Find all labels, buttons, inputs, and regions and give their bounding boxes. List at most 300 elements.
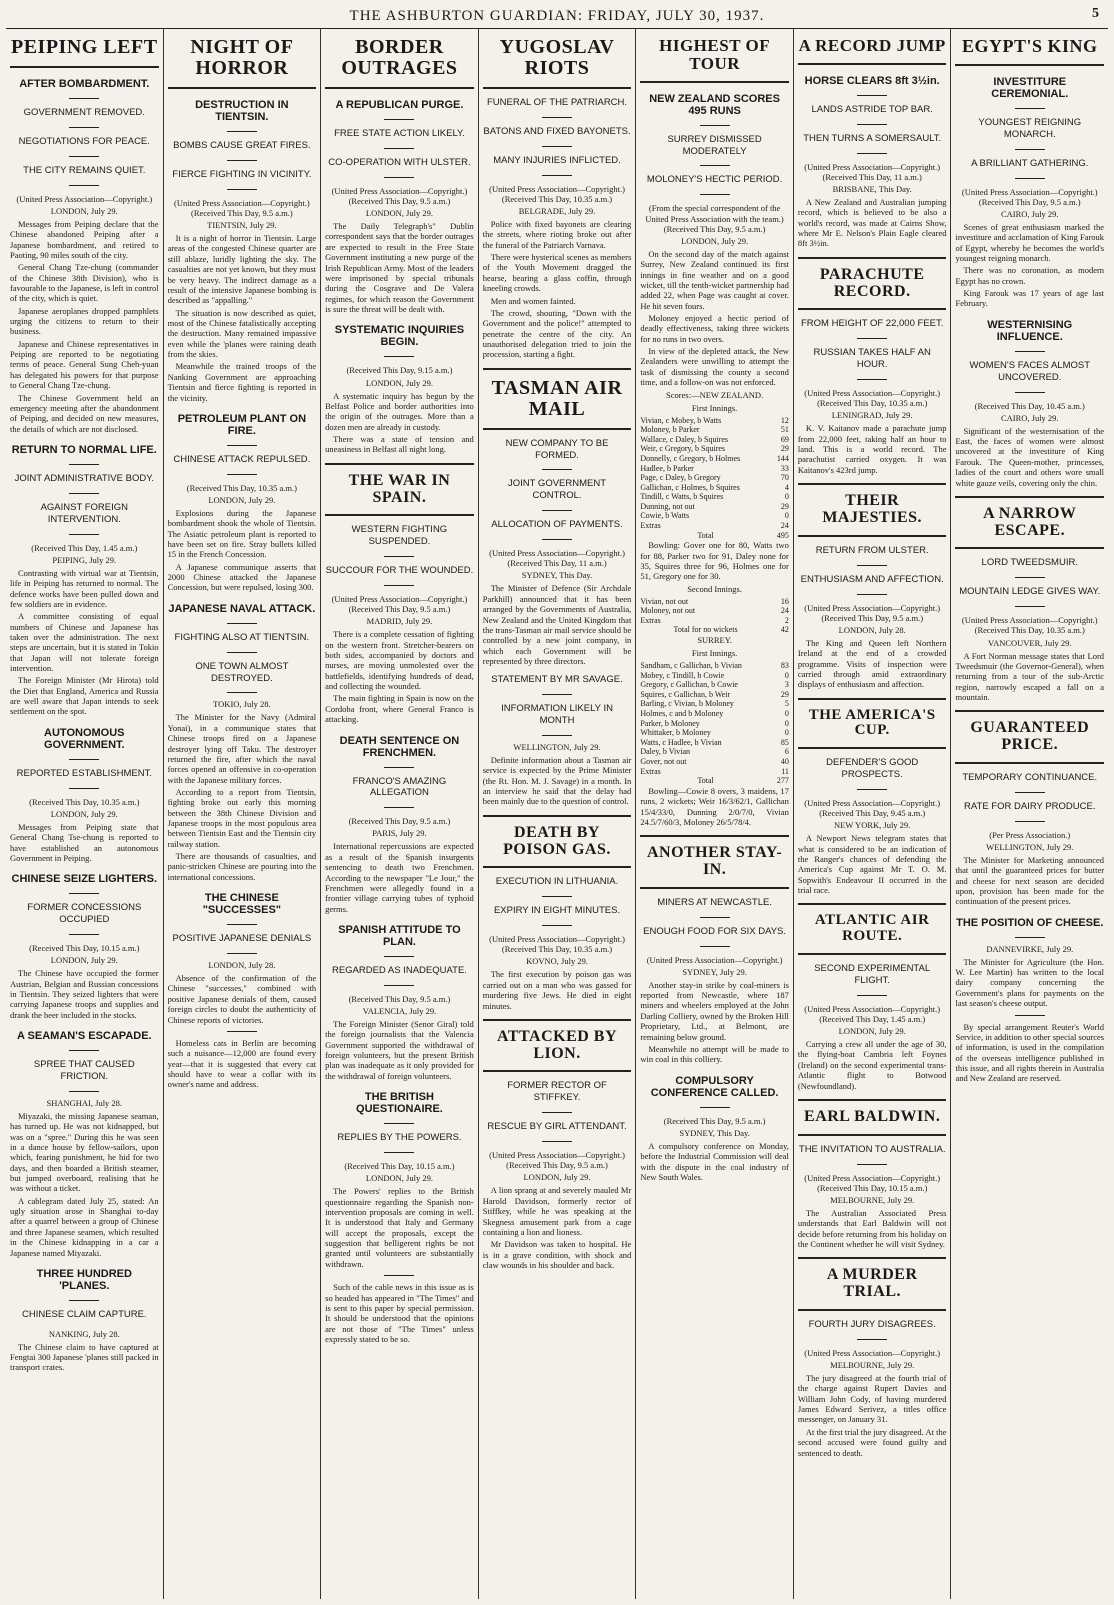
score-row xyxy=(640,738,789,748)
score-runs: 29 xyxy=(780,689,789,699)
subhead: FROM HEIGHT OF 22,000 FEET. xyxy=(801,318,944,330)
headline: EGYPT'S KING xyxy=(961,36,1098,56)
subhead: YOUNGEST REIGNING MONARCH. xyxy=(978,116,1082,140)
headline: ATLANTIC AIR ROUTE. xyxy=(814,912,930,945)
dateline: BRISBANE, This Day. xyxy=(832,183,912,194)
subhead: POSITIVE JAPANESE DENIALS xyxy=(172,933,312,945)
credit: (United Press Association—Copyright.) (Received This Day, 9.5 a.m.) xyxy=(804,602,941,623)
score-runs: 495 xyxy=(776,530,789,540)
score-batsman: Wallace, c Daley, b Squires xyxy=(640,434,729,444)
scorecard-nz-first xyxy=(640,416,789,541)
score-runs: 29 xyxy=(780,501,789,511)
column-6 xyxy=(794,29,952,1599)
paragraph: The Foreign Minister (Mr Hirota) told the Diet that England, America and Russia are well aware that Japan intends to seek settlement on the spot. xyxy=(10,675,159,717)
subhead: ALLOCATION OF PAYMENTS. xyxy=(491,519,623,531)
score-batsman: Sandham, c Gallichan, b Vivian xyxy=(640,661,742,671)
credit: (United Press Association—Copyright.) (Received This Day, 1.45 a.m.) xyxy=(804,1003,941,1024)
paragraph: The jury disagreed at the fourth trial of the charge against Rupert Davies and William John Cody, of having murdered James Edward Serivez, a titles office messenger, on January 31. xyxy=(797,1373,947,1425)
headline: ATTACKED BY LION. xyxy=(497,1027,618,1062)
paragraph: There was a state of tension and uneasiness in Belfast all night long. xyxy=(325,433,474,455)
score-batsman: Donnelly, c Gregory, b Holmes xyxy=(640,453,741,463)
paragraph: Men and women fainted. xyxy=(490,295,576,306)
bowling-summary: Bowling—Cowie 8 overs, 3 maidens, 17 runs, 2 wickets; Weir 16/3/62/1, Gallichan 15/4/33/0, Dunning 2/0/7/0, Vivian 24.5/7/60/3, Moloney 26/5/78/4. xyxy=(640,785,789,827)
score-row xyxy=(640,521,789,531)
headline: PEIPING LEFT xyxy=(11,36,158,58)
subhead: AUTONOMOUS GOVERNMENT. xyxy=(43,726,125,751)
score-batsman: Extras xyxy=(640,521,661,531)
headline: TASMAN AIR MAIL xyxy=(491,376,623,420)
subhead: MOUNTAIN LEDGE GIVES WAY. xyxy=(959,586,1101,598)
subhead: CO-OPERATION WITH ULSTER. xyxy=(328,156,471,168)
paragraph: The Minister of Defence (Sir Archdale Parkhill) announced that it has been arranged by the Governments of Australia, New Zealand and the United Kingdom that the trans-Tasman air mail service should be controlled by a new joint company, in which each Government will be represented by three directors. xyxy=(482,583,632,666)
subhead: INVESTITURE CEREMONIAL. xyxy=(991,75,1069,100)
score-runs: 277 xyxy=(776,776,789,786)
score-runs: 0 xyxy=(784,728,789,738)
subhead: REPLIES BY THE POWERS. xyxy=(337,1132,462,1144)
credit: (Received This Day, 9.15 a.m.) xyxy=(346,365,453,376)
subhead: EXPIRY IN EIGHT MINUTES. xyxy=(493,905,621,917)
subhead: NEGOTIATIONS FOR PEACE. xyxy=(18,135,150,147)
paragraph: Miyazaki, the missing Japanese seaman, has turned up. He was not kidnapped, but was on a "spree." During this he was seen in a dance house by fellow-sailors, upon which, fearing punishment, he hid for two days, and then boarded a British steamer, but jumped overboard, realising that he was without a ticket. xyxy=(10,1110,159,1194)
paragraph: The Powers' replies to the British questionnaire regarding the Spanish non-intervention proposals are coming in well. It is understood that Italy and Germany will accept the proposals, except the suggestion that belligerent rights be not granted until volunteers are substantially withdrawn. xyxy=(325,1186,474,1269)
score-runs: 0 xyxy=(784,492,789,502)
paragraph: A Japanese communique asserts that 2000 Chinese attacked the Japanese Concession, but were repulsed, losing 300. xyxy=(167,561,317,593)
subhead: RESCUE BY GIRL ATTENDANT. xyxy=(487,1121,627,1133)
score-row xyxy=(640,671,789,681)
subhead: SPANISH ATTITUDE TO PLAN. xyxy=(338,923,461,948)
score-runs: 83 xyxy=(780,661,789,671)
paragraph: The Australian Associated Press understands that Earl Baldwin will not decide before returning from his holiday on the Continent whether he will visit Sydney. xyxy=(797,1207,947,1249)
score-runs: 24 xyxy=(780,521,789,531)
subhead: WESTERNISING INFLUENCE. xyxy=(987,318,1073,343)
dateline: NEW YORK, July 29. xyxy=(834,820,911,831)
score-runs: 4 xyxy=(784,482,789,492)
subhead: LORD TWEEDSMUIR. xyxy=(981,557,1078,569)
headline: YUGOSLAV RIOTS xyxy=(499,36,615,79)
score-row xyxy=(640,597,789,607)
dateline: LONDON, July 29. xyxy=(681,235,749,246)
subhead: AGAINST FOREIGN INTERVENTION. xyxy=(40,501,129,525)
page-number: 5 xyxy=(1092,6,1100,21)
paragraph: A New Zealand and Australian jumping record, which is believed to be also a world's record, was made at Cairns Show, where Mr E. Nelson's Plain Eagle cleared 8ft 3½in. xyxy=(797,196,947,249)
paragraph: The King and Queen left Northern Ireland at the end of a crowded programme. Visits of inspection were carried through amid extraordinary displays of enthusiasm and affection. xyxy=(797,637,947,690)
score-runs: 0 xyxy=(784,718,789,728)
paragraph: The Foreign Minister (Senor Giral) told the foreign journalists that the Valencia Government supported the withdrawal of foreign volunteers, but the present British plan was inadequate as it only provided for the withdrawal of foreign volunteers. xyxy=(325,1019,474,1081)
headline: ANOTHER STAY-IN. xyxy=(646,844,783,879)
credit: (United Press Association—Copyright.) (Received This Day, 9.5 a.m.) xyxy=(489,1150,625,1171)
paragraph: The Minister for Marketing announced that until the guaranteed prices for butter and cheese for next season are decided upon, provision has been made for the continuation of the present prices. xyxy=(955,854,1105,907)
bowling-summary: Bowling: Gover one for 80, Watts two for 88, Parker two for 91, Daley none for 35, Squires three for 96, Holmes one for 51, Gregory one for 30. xyxy=(640,540,789,582)
paragraph: By special arrangement Reuter's World Service, in addition to other special sources of information, is used in the compilation of the overseas intelligence published in this issue, and all rights therein in Australia and New Zealand are reserved. xyxy=(955,1021,1105,1084)
paragraph: There is a complete cessation of fighting on the western front. Stretcher-bearers on both sides, accompanied by doctors and nurses, are moving unmolested over the battlefields, identifying hundreds of dead, and collecting the wounded. xyxy=(325,629,474,692)
credit: (United Press Association—Copyright.) xyxy=(16,193,153,204)
score-runs: 42 xyxy=(780,625,789,635)
credit: (United Press Association—Copyright.) (Received This Day, 11 a.m.) xyxy=(489,548,625,569)
credit: (Received This Day, 10.35 a.m.) xyxy=(29,796,140,807)
subhead: ENTHUSIASM AND AFFECTION. xyxy=(800,573,944,585)
score-runs: 0 xyxy=(784,670,789,680)
subhead: FUNERAL OF THE PATRIARCH. xyxy=(486,97,628,108)
score-batsman: Gallichan, c Holmes, b Squires xyxy=(640,482,740,492)
headline: PARACHUTE RECORD. xyxy=(819,265,925,300)
subhead: JAPANESE NAVAL ATTACK. xyxy=(168,602,316,615)
credit: (United Press Association—Copyright.) (Received This Day, 9.5 a.m.) xyxy=(173,197,310,218)
subhead: JOINT GOVERNMENT CONTROL. xyxy=(508,478,607,502)
dateline: SHANGHAI, July 28. xyxy=(46,1097,123,1108)
subhead: DEATH SENTENCE ON FRENCHMEN. xyxy=(339,734,460,759)
subhead: SECOND EXPERIMENTAL FLIGHT. xyxy=(814,962,931,986)
paragraph: According to a report from Tientsin, fighting broke out early this morning between the 38th Chinese Division and Japanese troops in the most populous area between Tientsin East and the Tientsin city railway station. xyxy=(167,786,317,849)
credit: (United Press Association—Copyright.) xyxy=(646,954,783,965)
subhead: LANDS ASTRIDE TOP BAR. xyxy=(811,103,933,115)
score-row xyxy=(640,483,789,493)
dateline: SYDNEY, July 29. xyxy=(682,966,747,977)
paragraph: It is a night of horror in Tientsin. Large areas of the congested Chinese quarter are still ablaze, luridly lighting the sky. The casualties are not yet known, but they must be very heavy. The indirect damage as a result of the intensive Japanese bombing is described as "appalling." xyxy=(167,233,317,306)
score-total-row xyxy=(640,776,789,786)
score-runs: 5 xyxy=(784,699,789,709)
subhead: MANY INJURIES INFLICTED. xyxy=(493,154,621,166)
subhead: ENOUGH FOOD FOR SIX DAYS. xyxy=(643,925,787,937)
paragraph: King Farouk was 17 years of age last February. xyxy=(955,288,1105,309)
subhead: THE CITY REMAINS QUIET. xyxy=(23,164,146,176)
headline: A RECORD JUMP xyxy=(798,36,946,55)
subhead: CHINESE CLAIM CAPTURE. xyxy=(22,1308,147,1320)
paragraph: The crowd, shouting, "Down with the Government and the police!" attempted to penetrate the centre of the city. An unauthorised delegation tried to join the procession, starting a fight. xyxy=(482,307,632,360)
paragraph: Another stay-in strike by coal-miners is reported from Newcastle, where 187 miners and wheelers employed at the John Darling Colliery, owned by the Broken Hill Proprietary, Ltd., at Belmont, are remaining below ground. xyxy=(640,979,789,1042)
subhead: HORSE CLEARS 8ft 3½in. xyxy=(804,74,940,87)
score-row xyxy=(640,464,789,474)
subhead: FREE STATE ACTION LIKELY. xyxy=(334,128,465,139)
score-row xyxy=(640,492,789,502)
dateline: LONDON, July 29. xyxy=(365,377,433,388)
score-batsman: Moloney, b Parker xyxy=(640,425,700,435)
credit: (Received This Day, 1.45 a.m.) xyxy=(31,542,138,553)
headline: EARL BALDWIN. xyxy=(804,1107,941,1125)
score-batsman: Dunning, not out xyxy=(640,501,695,511)
subhead: AFTER BOMBARDMENT. xyxy=(19,78,150,90)
subhead: CHINESE SEIZE LIGHTERS. xyxy=(11,873,158,886)
paragraph: The main fighting in Spain is now on the Cordoba front, where General Franco is attacking. xyxy=(325,693,474,725)
dateline: WELLINGTON, July 29. xyxy=(986,841,1074,852)
paragraph: Scenes of great enthusiasm marked the investiture and acclamation of King Farouk of Egypt, whereby he becomes the world's youngest reigning monarch. xyxy=(955,221,1105,263)
subhead: PETROLEUM PLANT ON FIRE. xyxy=(177,412,307,437)
score-runs: 12 xyxy=(780,415,789,425)
score-runs: 33 xyxy=(780,463,789,473)
subhead: DESTRUCTION IN TIENTSIN. xyxy=(195,99,289,123)
score-row xyxy=(640,728,789,738)
score-row xyxy=(640,690,789,700)
subhead: THEN TURNS A SOMERSAULT. xyxy=(803,132,942,144)
credit: (Received This Day, 9.5 a.m.) xyxy=(348,816,451,827)
paragraph: Significant of the westernisation of the East, the faces of women were almost uncovered at the investiture of King Farouk. The Queen-mother, princesses, ladies of the court and others wore small white gauze veils, covering only the chin. xyxy=(955,425,1105,488)
score-batsman: Cowie, b Watts xyxy=(640,511,690,521)
score-batsman: Vivian, c Mobey, b Watts xyxy=(640,415,722,425)
score-runs: 85 xyxy=(780,737,789,747)
headline: BORDER OUTRAGES xyxy=(341,36,458,79)
credit: (United Press Association—Copyright.) xyxy=(804,1347,941,1358)
paragraph: Mr Davidson was taken to hospital. He is in a grave condition, with shock and claw wounds in his shoulder and back. xyxy=(482,1239,632,1270)
subhead: WOMEN'S FACES ALMOST UNCOVERED. xyxy=(969,359,1091,383)
subhead: REGARDED AS INADEQUATE. xyxy=(331,964,467,976)
score-runs: 51 xyxy=(780,425,789,435)
scorecard-nz-second xyxy=(640,597,789,635)
subhead: DEFENDER'S GOOD PROSPECTS. xyxy=(826,757,919,781)
team-heading: SURREY. xyxy=(697,635,732,646)
subhead: THE BRITISH QUESTIONAIRE. xyxy=(356,1091,443,1116)
subhead: RETURN TO NORMAL LIFE. xyxy=(11,444,157,456)
dateline: LONDON, July 29. xyxy=(365,208,433,219)
subhead: A REPUBLICAN PURGE. xyxy=(335,99,464,111)
score-batsman: Total xyxy=(697,776,714,786)
score-batsman: Moloney, not out xyxy=(640,606,696,616)
dateline: LONDON, July 29. xyxy=(50,955,118,966)
score-batsman: Gregory, c Gallichan, b Cowie xyxy=(640,680,738,690)
dateline: MELBOURNE, July 29. xyxy=(830,1194,915,1205)
score-batsman: Gover, not out xyxy=(640,757,687,767)
score-runs: 16 xyxy=(780,596,789,606)
headline: THE AMERICA'S CUP. xyxy=(808,706,936,739)
subhead: THE CHINESE "SUCCESSES" xyxy=(202,892,282,917)
credit: (Received This Day, 10.15 a.m.) xyxy=(344,1161,455,1172)
paragraph: Such of the cable news in this issue as is so headed has appeared in "The Times" and is sent to this paper by special permission. It should be understood that the opinions are not those of "The Times" unless expressly stated to be so. xyxy=(325,1282,474,1344)
innings-heading: First Innings. xyxy=(691,648,738,659)
score-row xyxy=(640,767,789,777)
headline: HIGHEST OF TOUR xyxy=(659,36,771,73)
subhead: A BRILLIANT GATHERING. xyxy=(971,157,1089,169)
score-runs: 40 xyxy=(780,757,789,767)
score-row xyxy=(640,616,789,626)
subhead: FIERCE FIGHTING IN VICINITY. xyxy=(172,168,312,180)
score-row xyxy=(640,606,789,616)
subhead: INFORMATION LIKELY IN MONTH xyxy=(501,703,613,727)
paragraph: In view of the depleted attack, the New Zealanders were unwilling to attempt the task of dismissing the county a second time, and a follow-on was not enforced. xyxy=(640,346,789,388)
score-batsman: Total xyxy=(697,530,714,540)
dateline: SYDNEY, This Day. xyxy=(521,570,593,581)
subhead: NEW COMPANY TO BE FORMED. xyxy=(505,437,609,461)
score-row xyxy=(640,435,789,445)
paragraph: There was no coronation, as modern Egypt has no crown. xyxy=(955,265,1105,286)
subhead: SUCCOUR FOR THE WOUNDED. xyxy=(325,565,474,577)
subhead: RUSSIAN TAKES HALF AN HOUR. xyxy=(813,347,931,371)
credit: (United Press Association—Copyright.) (Received This Day, 10.35 a.m.) xyxy=(961,615,1098,636)
column-2 xyxy=(164,29,322,1599)
score-batsman: Total for no wickets xyxy=(673,625,738,635)
score-runs: 24 xyxy=(780,606,789,616)
score-batsman: Vivian, not out xyxy=(640,596,689,606)
column-4 xyxy=(479,29,637,1599)
score-batsman: Mobey, c Tindill, b Cowie xyxy=(640,670,725,680)
paragraph: International repercussions are expected as a result of the Spanish insurgents sentencing to death two Frenchmen. According to the newspaper "Le Jour," the Frenchmen were allegedly found in a frontier village carrying tubes of typhoid germs. xyxy=(325,841,474,914)
credit: (Received This Day, 10.45 a.m.) xyxy=(974,400,1085,411)
dateline: TOKIO, July 28. xyxy=(213,699,271,710)
paragraph: A lion sprang at and severely mauled Mr Harold Davidson, formerly rector of Stiffkey, while he was speaking at the Skegness amusement park from a cage containing a lion and lioness. xyxy=(482,1185,632,1237)
score-row xyxy=(640,416,789,426)
credit: (Received This Day, 9.5 a.m.) xyxy=(663,1115,766,1126)
paragraph: Meanwhile no attempt will be made to win coal in this colliery. xyxy=(640,1043,789,1065)
credit: (United Press Association—Copyright.) (Received This Day, 9.5 a.m.) xyxy=(331,185,468,206)
dateline: DANNEVIRKE, July 29. xyxy=(986,943,1074,954)
paragraph: Homeless cats in Berlin are becoming such a nuisance—12,000 are found every year—that it is suggested that every cat should have to wear a collar with its owner's name and address. xyxy=(167,1037,317,1090)
paragraph: Japanese and Chinese representatives in Peiping are reported to be negotiating terms of peace. General Sung Cheh-yuan has delegated his powers for that purpose to General Chang Tze-chung. xyxy=(10,338,159,391)
paragraph: Contrasting with virtual war at Tientsin, life in Peiping has returned to normal. The defence works have been pulled down and few soldiers are in evidence. xyxy=(10,567,159,609)
dateline: SYDNEY, This Day. xyxy=(679,1127,750,1138)
paragraph: There were hysterical scenes as members of the Youth Movement dragged the hearse, bearing a glass coffin, through kneeling crowds. xyxy=(482,252,632,294)
score-row xyxy=(640,709,789,719)
subhead: THREE HUNDRED 'PLANES. xyxy=(36,1267,132,1292)
paragraph: A committee consisting of equal numbers of Chinese and Japanese has taken over the administration. The next steps are uncertain, but it is stated in Tokio that Japan will not tolerate foreign intervention. xyxy=(10,611,159,674)
column-5 xyxy=(636,29,794,1599)
dateline: LENINGRAD, July 29. xyxy=(831,410,913,421)
headline: THE WAR IN SPAIN. xyxy=(348,471,451,506)
paragraph: Absence of the confirmation of the Chinese "successes," combined with positive Japanese denials of them, caused foreign circles to doubt the authenticity of Chinese reports of victories. xyxy=(167,973,317,1025)
score-batsman: Page, c Daley, b Gregory xyxy=(640,473,721,483)
score-batsman: Whittaker, b Moloney xyxy=(640,728,711,738)
paragraph: K. V. Kaitanov made a parachute jump from 22,000 feet, taking half an hour to land. This is a world record. The parachutist carried oxygen. It was Kaitanov's 423rd jump. xyxy=(797,423,947,475)
subhead: RATE FOR DAIRY PRODUCE. xyxy=(964,800,1096,812)
score-row xyxy=(640,699,789,709)
subhead: FORMER RECTOR OF STIFFKEY. xyxy=(507,1080,607,1104)
dateline: LONDON, July 29. xyxy=(208,494,276,505)
subhead: A SEAMAN'S ESCAPADE. xyxy=(16,1030,152,1043)
headline: NIGHT OF HORROR xyxy=(190,36,294,79)
paragraph: Meanwhile the trained troops of the Nanking Government are approaching Tientsin and fierce fighting is reported in the vicinity. xyxy=(167,361,317,403)
dateline: LONDON, July 29. xyxy=(365,1173,433,1184)
score-batsman: Barling, c Vivian, b Moloney xyxy=(640,699,734,709)
dateline: NANKING, July 28. xyxy=(48,1328,120,1339)
subhead: ONE TOWN ALMOST DESTROYED. xyxy=(195,660,289,684)
credit: (United Press Association—Copyright.) (Received This Day, 11 a.m.) xyxy=(804,161,941,182)
paragraph: General Chang Tze-chung (commander of the Chinese 38th Division), who is favourable to the Japanese, is left in control of the city, which is quiet. xyxy=(10,262,159,304)
dateline: MADRID, July 29. xyxy=(366,616,433,627)
dateline: VALENCIA, July 29. xyxy=(362,1006,437,1017)
subhead: MOLONEY'S HECTIC PERIOD. xyxy=(646,174,783,186)
score-runs: 3 xyxy=(784,680,789,690)
score-runs: 2 xyxy=(784,615,789,625)
score-row xyxy=(640,680,789,690)
credit: (From the special correspondent of the United Press Association with the team.) (Received This Day, 9.5 a.m.) xyxy=(645,203,784,234)
paragraph: A systematic inquiry has begun by the Belfast Police and border authorities into the origin of the outrages. More than a dozen men are already in custody. xyxy=(325,390,474,432)
subhead: FIGHTING ALSO AT TIENTSIN. xyxy=(174,631,310,643)
dateline: WELLINGTON, July 29. xyxy=(513,741,601,752)
paragraph: A Fort Norman message states that Lord Tweedsmuir (the Governor-General), when returning from a tour of the sub-Arctic region, narrowly escaped a fall on a mountain. xyxy=(955,650,1105,703)
score-batsman: Tindill, c Watts, b Squires xyxy=(640,492,724,502)
credit: (Received This Day, 10.35 a.m.) xyxy=(186,482,297,493)
subhead: GOVERNMENT REMOVED. xyxy=(23,107,145,118)
subhead: MINERS AT NEWCASTLE. xyxy=(657,896,772,908)
dateline: CAIRO, July 29. xyxy=(1000,208,1059,219)
subhead: SURREY DISMISSED MODERATELY xyxy=(667,133,762,157)
dateline: PEIPING, July 29. xyxy=(52,554,117,565)
paragraph: Carrying a crew all under the age of 30, the flying-boat Cambria left Foynes (Ireland) on the second experimental trans-Atlantic flight to Botwood (Newfoundland). xyxy=(797,1039,947,1091)
paragraph: At the first trial the jury disagreed. At the second accused were found guilty and sentenced to death. xyxy=(797,1426,947,1458)
subhead: THE POSITION OF CHEESE. xyxy=(956,916,1104,929)
paragraph: A Newport News telegram states that what is considered to be an indication of the Ranger's chances of defending the America's Cup against Mr T. O. M. Sopwith's Endeavour II occurred in the trial race. xyxy=(797,833,947,896)
score-row xyxy=(640,747,789,757)
paragraph: The Minister for Agriculture (the Hon. W. Lee Martin) has written to the local dairy company concerning the Government's plans for payments on the last season's cheese output. xyxy=(955,956,1105,1009)
credit: (United Press Association—Copyright.) (Received This Day, 10.15 a.m.) xyxy=(804,1172,941,1193)
subhead: REPORTED ESTABLISHMENT. xyxy=(16,767,152,779)
subhead: BATONS AND FIXED BAYONETS. xyxy=(483,125,631,137)
score-row xyxy=(640,719,789,729)
score-batsman: Holmes, c and b Moloney xyxy=(640,709,724,719)
credit: (United Press Association—Copyright.) (Received This Day, 9.45 a.m.) xyxy=(804,797,941,819)
score-runs: 69 xyxy=(780,434,789,444)
subhead: STATEMENT BY MR SAVAGE. xyxy=(491,674,623,686)
subhead: BOMBS CAUSE GREAT FIRES. xyxy=(173,140,311,151)
subhead: FRANCO'S AMAZING ALLEGATION xyxy=(352,775,447,799)
dateline: PARIS, July 29. xyxy=(372,828,427,839)
dateline: LONDON, July 29. xyxy=(523,1172,591,1183)
paragraph: The Chinese Government held an emergency meeting after the abandonment of Peiping, and decided on new measures, the details of which are not disclosed. xyxy=(10,392,159,434)
score-runs: 0 xyxy=(784,709,789,719)
subhead: SYSTEMATIC INQUIRIES BEGIN. xyxy=(334,324,465,349)
dateline: LONDON, July 28. xyxy=(208,960,276,971)
column-7 xyxy=(951,29,1108,1599)
paragraph: The Daily Telegraph's" Dublin correspondent says that the border outrages are expected to result in the Free State Government instituting a new purge of the Irish Republican Army. Most of the leaders were imprisoned by special tribunals during the Cosgrave and De Valera regimes, for which reason the Government is sure the threat will be dealt with. xyxy=(325,221,474,314)
score-total-row xyxy=(640,625,789,635)
paragraph: Japanese aeroplanes dropped pamphlets urging the citizens to return to their business. xyxy=(10,305,159,337)
score-runs: 6 xyxy=(784,747,789,757)
credit: (United Press Association—Copyright.) (Received This Day, 9.5 a.m.) xyxy=(331,593,468,615)
credit: (Received This Day, 10.15 a.m.) xyxy=(29,943,140,954)
credit: (Per Press Association.) xyxy=(989,829,1071,840)
subhead: JOINT ADMINISTRATIVE BODY. xyxy=(14,473,154,484)
innings-heading: First Innings. xyxy=(691,402,738,413)
score-batsman: Daley, b Vivian xyxy=(640,747,691,757)
headline: GUARANTEED PRICE. xyxy=(970,719,1090,754)
paragraph: Police with fixed bayonets are clearing the streets, where rioting broke out after the funeral of the Patriarch Varnava. xyxy=(482,219,632,250)
score-batsman: Extras xyxy=(640,615,661,625)
dateline: VANCOUVER, July 29. xyxy=(988,637,1072,648)
dateline: BELGRADE, July 29. xyxy=(518,206,596,216)
score-runs: 0 xyxy=(784,511,789,521)
dateline: LONDON, July 28. xyxy=(838,624,906,635)
score-batsman: Extras xyxy=(640,766,661,776)
credit: (United Press Association—Copyright.) (Received This Day, 10.35 a.m.) xyxy=(489,934,625,955)
score-runs: 144 xyxy=(776,453,789,463)
paragraph: The situation is now described as quiet, most of the Chinese fatalistically accepting the destruction. Many remained impassive even while the 'planes were raining death from the skies. xyxy=(167,307,317,360)
subhead: FORMER CONCESSIONS OCCUPIED xyxy=(27,902,142,926)
paragraph: The Chinese have occupied the former Austrian, Belgian and Russian concessions in Tientsin. They seized lighters that were carrying Japanese troops and supplies and drank the beer included in the stocks. xyxy=(10,968,159,1020)
paragraph: The first execution by poison gas was carried out on a man who was gassed for murdering five Jews. He died in eight minutes. xyxy=(482,969,632,1011)
subhead: TEMPORARY CONTINUANCE. xyxy=(962,771,1098,783)
paragraph: A compulsory conference on Monday, before the Industrial Commission will deal with the dispute in the coal industry of New South Wales. xyxy=(640,1140,789,1182)
innings-heading: Second Innings. xyxy=(687,583,742,594)
dateline: LONDON, July 29. xyxy=(838,1026,906,1037)
paragraph: Messages from Peiping declare that the Chinese abandoned Peiping after a Japanese bombardment, and retired to Paoting, 90 miles south of the city. xyxy=(10,218,159,260)
paragraph: The Chinese claim to have captured at Fengtai 300 Japanese 'planes still packed in transport crates. xyxy=(10,1341,159,1373)
headline: DEATH BY POISON GAS. xyxy=(503,823,611,858)
score-row xyxy=(640,661,789,671)
paragraph: There are thousands of casualties, and panic-stricken Chinese are pouring into the international concessions. xyxy=(167,851,317,882)
score-batsman: Squires, c Gallichan, b Weir xyxy=(640,689,731,699)
score-runs: 11 xyxy=(781,766,789,776)
paragraph: A cablegram dated July 25, stated: An ugly situation arose in Shanghai to-day after a quarrel between a group of Chinese and three Japanese seamen, which resulted in the Chinese kidnapping in a car a Japanese named Miyazaki. xyxy=(10,1195,159,1258)
score-row xyxy=(640,473,789,483)
credit: (United Press Association—Copyright.) (Received This Day, 10.35 a.m.) xyxy=(804,387,941,409)
subhead: COMPULSORY CONFERENCE CALLED. xyxy=(650,1074,779,1099)
score-row xyxy=(640,444,789,454)
dateline: MELBOURNE, July 29. xyxy=(830,1360,915,1371)
score-total-row xyxy=(640,531,789,541)
score-runs: 29 xyxy=(780,444,789,454)
dateline: KOVNO, July 29. xyxy=(526,956,588,967)
credit: (United Press Association—Copyright.) (Received This Day, 9.5 a.m.) xyxy=(961,186,1098,207)
headline: THEIR MAJESTIES. xyxy=(822,492,923,526)
subhead: FOURTH JURY DISAGREES. xyxy=(808,1318,936,1330)
subhead: RETURN FROM ULSTER. xyxy=(815,544,929,556)
subhead: WESTERN FIGHTING SUSPENDED. xyxy=(351,524,448,548)
